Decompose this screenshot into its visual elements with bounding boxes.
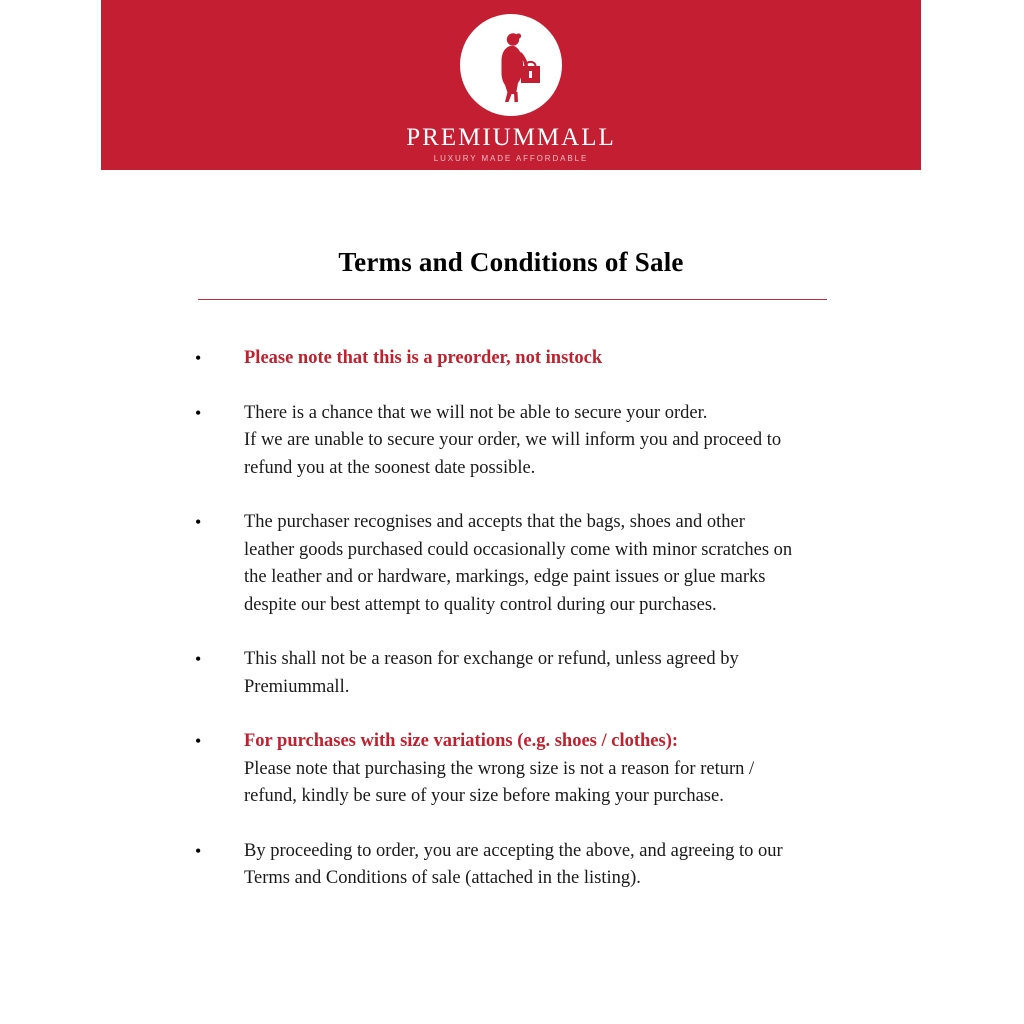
bullet-glyph: • — [195, 840, 202, 861]
title-divider — [198, 299, 827, 300]
list-item-line: By proceeding to order, you are accepting the above, and agreeing to our — [244, 840, 783, 861]
list-item-line: leather goods purchased could occasionally come with minor scratches on — [244, 539, 793, 560]
brand-logo — [406, 14, 616, 163]
list-item-line: refund, kindly be sure of your size before making your purchase. — [244, 786, 724, 806]
list-item — [190, 838, 870, 893]
list-item-text — [244, 838, 870, 893]
list-item-line: This shall not be a reason for exchange or refund, unless agreed by — [244, 649, 739, 669]
brand-tagline: LUXURY MADE AFFORDABLE — [433, 153, 589, 163]
bullet-glyph: • — [195, 512, 202, 532]
brand-name: PREMIUMMALL — [406, 123, 616, 151]
list-item-text — [244, 646, 870, 701]
bullet-glyph: • — [195, 348, 202, 368]
list-item-text — [244, 400, 870, 483]
terms-content — [190, 345, 870, 893]
list-item-line: despite our best attempt to quality control during our purchases. — [244, 594, 717, 615]
woman-with-handbag-icon — [460, 14, 562, 116]
list-item-line: Please note that this is a preorder, not instock — [244, 348, 603, 368]
list-item-line: Please note that purchasing the wrong size is not a reason for return / — [244, 758, 755, 779]
bullet-glyph: • — [195, 402, 202, 423]
list-item — [190, 728, 870, 811]
brand-header-banner — [101, 0, 921, 170]
list-item-text — [244, 728, 870, 811]
list-item-line: Premiummall. — [244, 676, 350, 697]
list-item-heading: For purchases with size variations (e.g. shoes / clothes): — [244, 731, 679, 751]
list-item-line: The purchaser recognises and accepts that the bags, shoes and other — [244, 512, 745, 532]
list-item — [190, 400, 870, 483]
terms-list — [190, 345, 870, 893]
list-item — [190, 509, 870, 619]
list-item — [190, 345, 870, 373]
bullet-glyph: • — [195, 649, 202, 669]
list-item-line: There is a chance that we will not be able to secure your order. — [244, 402, 708, 423]
bullet-glyph: • — [195, 731, 202, 751]
list-item-line: refund you at the soonest date possible. — [244, 457, 536, 478]
list-item-line: the leather and or hardware, markings, edge paint issues or glue marks — [244, 567, 766, 587]
list-item-text — [244, 509, 870, 619]
page-title: Terms and Conditions of Sale — [338, 247, 684, 277]
list-item-text — [244, 345, 870, 373]
list-item-line: If we are unable to secure your order, we will inform you and proceed to — [244, 430, 782, 450]
list-item — [190, 646, 870, 701]
list-item-line: Terms and Conditions of sale (attached in the listing). — [244, 868, 641, 888]
